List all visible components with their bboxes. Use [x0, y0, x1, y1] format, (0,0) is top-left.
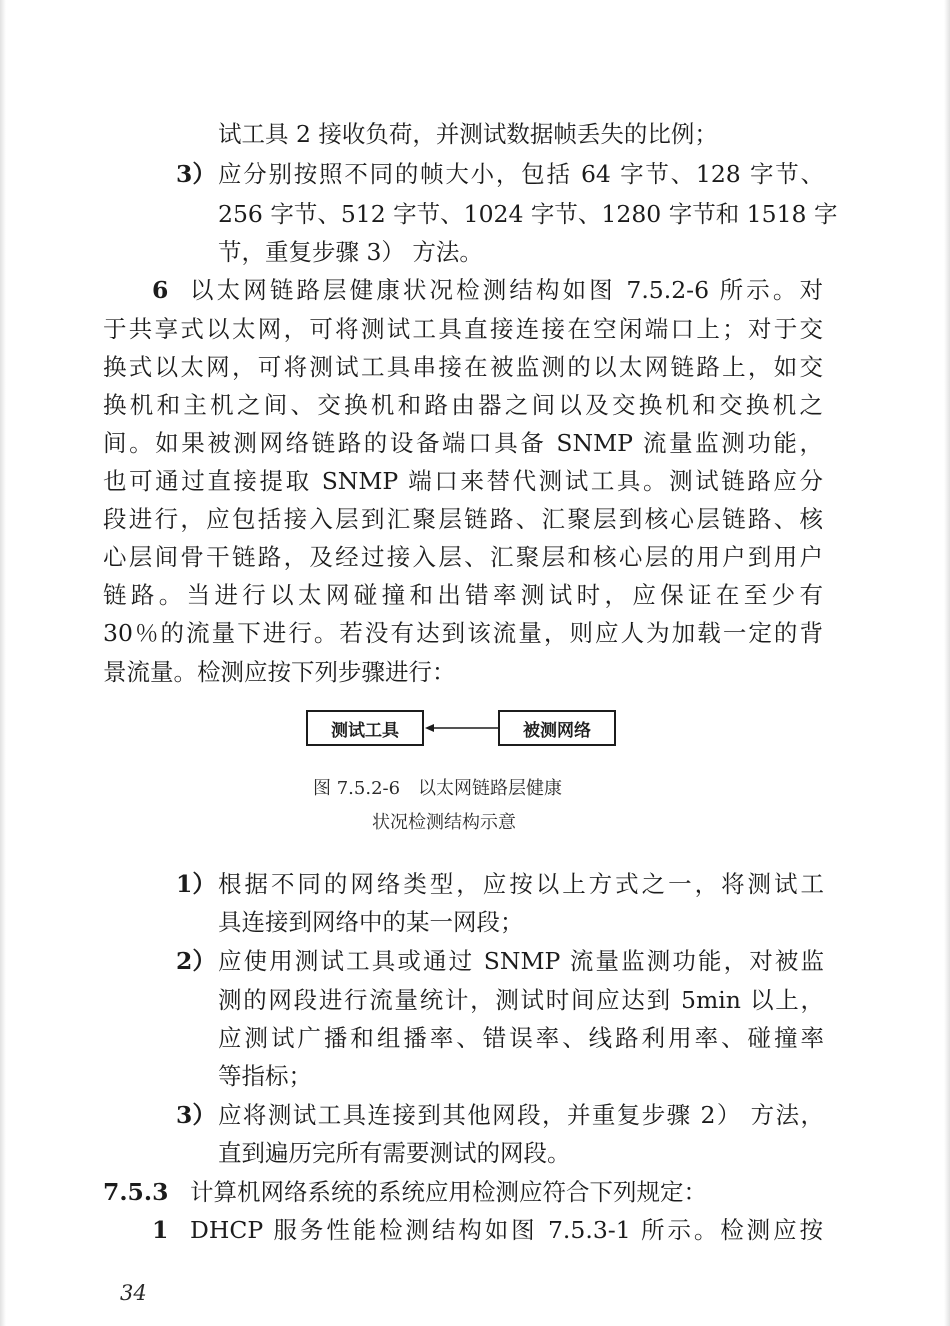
item-number-1: 1 — [152, 1216, 169, 1244]
list-item-3-line-2: 256 字节、512 字节、1024 字节、1280 字节和 1518 字 — [218, 200, 838, 228]
step-1-line-2: 具连接到网络中的某一网段； — [218, 908, 524, 936]
step-2-line-3: 应测试广播和组播率、错误率、线路利用率、碰撞率 — [218, 1024, 824, 1052]
continuation-line: 试工具 2 接收负荷，并测试数据帧丢失的比例； — [218, 120, 718, 148]
paragraph-6-line: 心层间骨干链路，及经过接入层、汇聚层和核心层的用户到用户 — [103, 543, 823, 571]
step-number-2: 2） — [176, 947, 216, 975]
step-2-line-2: 测的网段进行流量统计，测试时间应达到 5min 以上， — [218, 986, 824, 1014]
section-title: 计算机网络系统的系统应用检测应符合下列规定： — [190, 1178, 707, 1206]
arrowhead-icon — [425, 724, 434, 732]
paragraph-6-line-1: 以太网链路层健康状况检测结构如图 7.5.2-6 所示。对 — [190, 276, 823, 304]
step-number-1: 1） — [176, 870, 216, 898]
paragraph-6-line: 景流量。检测应按下列步骤进行： — [103, 658, 456, 686]
paragraph-6-line: 也可通过直接提取 SNMP 端口来替代测试工具。测试链路应分 — [103, 467, 823, 495]
page-edge-right — [944, 0, 950, 1326]
page-edge-left — [0, 0, 6, 1326]
page-number: 34 — [120, 1281, 147, 1305]
paragraph-6-line: 换式以太网，可将测试工具串接在被监测的以太网链路上，如交 — [103, 353, 823, 381]
paragraph-6-line: 换机和主机之间、交换机和路由器之间以及交换机和交换机之 — [103, 391, 823, 419]
item-1-text: DHCP 服务性能检测结构如图 7.5.3-1 所示。检测应按 — [190, 1216, 823, 1244]
step-2-line-4: 等指标； — [218, 1062, 312, 1090]
paragraph-number-6: 6 — [152, 276, 169, 304]
list-item-3-line-1: 应分别按照不同的帧大小，包括 64 字节、128 字节、 — [218, 160, 824, 188]
paragraph-6-line: 间。如果被测网络链路的设备端口具备 SNMP 流量监测功能， — [103, 429, 823, 457]
step-3-line-1: 应将测试工具连接到其他网段，并重复步骤 2） 方法， — [218, 1101, 825, 1129]
step-number-3: 3） — [176, 1101, 216, 1129]
paragraph-6-line: 链路。当进行以太网碰撞和出错率测试时，应保证在至少有 — [103, 581, 823, 609]
paragraph-6-line: 于共享式以太网，可将测试工具直接连接在空闲端口上；对于交 — [103, 315, 823, 343]
list-item-3-line-3: 节，重复步骤 3） 方法。 — [218, 238, 483, 266]
paragraph-6-line: 30％的流量下进行。若没有达到该流量，则应人为加载一定的背 — [103, 619, 823, 647]
section-number: 7.5.3 — [103, 1178, 169, 1206]
step-1-line-1: 根据不同的网络类型，应按以上方式之一，将测试工 — [218, 870, 824, 898]
figure-caption-line-2: 状况检测结构示意 — [372, 812, 516, 833]
step-3-line-2: 直到遍历完所有需要测试的网段。 — [218, 1139, 571, 1167]
paragraph-6-line: 段进行，应包括接入层到汇聚层链路、汇聚层到核心层链路、核 — [103, 505, 823, 533]
step-2-line-1: 应使用测试工具或通过 SNMP 流量监测功能，对被监 — [218, 947, 824, 975]
list-number-3: 3） — [176, 160, 216, 188]
figure-caption-line-1: 图 7.5.2-6 以太网链路层健康 — [313, 778, 563, 799]
diagram-box-network-under-test: 被测网络 — [498, 710, 616, 746]
diagram-box-test-tool: 测试工具 — [306, 710, 424, 746]
